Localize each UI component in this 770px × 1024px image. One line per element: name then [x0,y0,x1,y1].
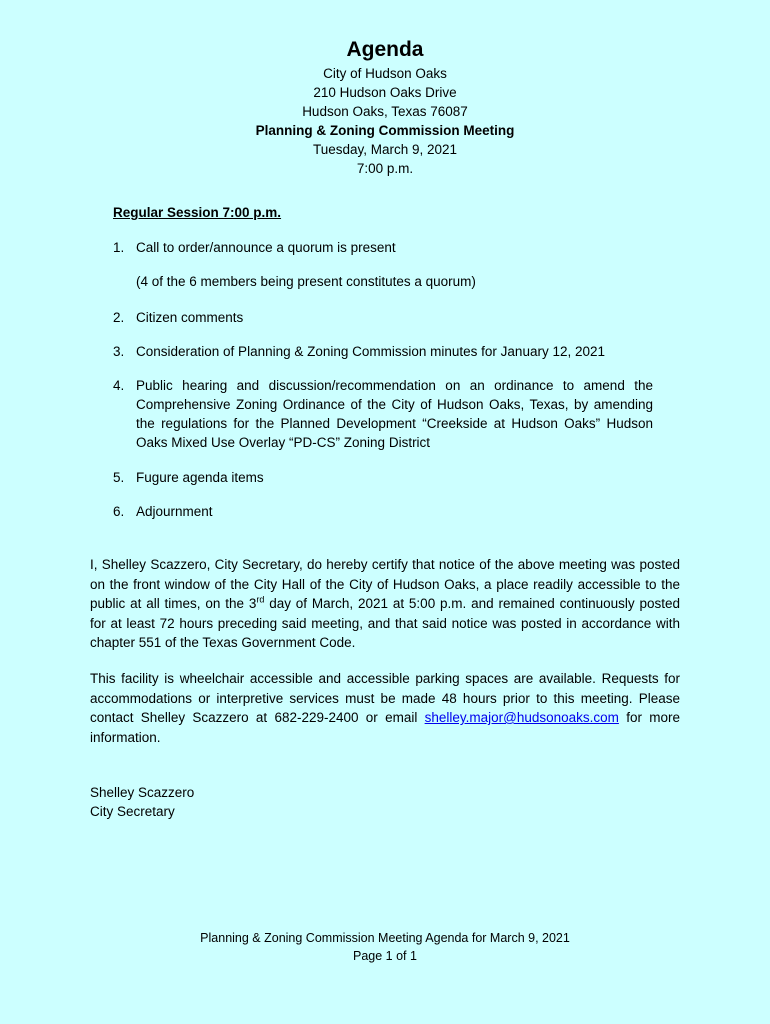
accessibility-paragraph [90,669,680,747]
certification-paragraph [90,555,680,653]
meeting-name: Planning & Zoning Commission Meeting [255,123,515,138]
item-number: 6. [113,504,125,519]
ordinal-suffix: rd [256,594,265,605]
accessibility-text-1: This facility is wheelchair accessible and accessible parking spaces are available. Requests for accommodations or interpretive services must be made 48 hours prior to this meeting. Please contact Shelley Scazzero at 682-229-2400 or email [90,671,680,725]
agenda-item [113,342,673,361]
city-name: City of Hudson Oaks [323,66,447,81]
item-text: Call to order/announce a quorum is present [136,240,396,255]
certification-text-1: I, Shelley Scazzero, City Secretary, do hereby certify that notice of the above meeting was posted on the front window of the City Hall of the City of Hudson Oaks, a place readily accessible to the public at all times, on the 3 [90,557,680,611]
item-number: 5. [113,470,125,485]
item-text: Adjournment [136,504,213,519]
item-number: 1. [113,240,125,255]
signature-block [90,783,194,821]
meeting-date: Tuesday, March 9, 2021 [312,142,458,157]
address-line-1: 210 Hudson Oaks Drive [313,85,457,100]
agenda-item [113,238,653,257]
signatory-role: City Secretary [90,804,175,819]
accessibility-text-2: for more information. [90,710,680,745]
page-title: Agenda [346,38,424,61]
session-heading: Regular Session 7:00 p.m. [113,205,282,220]
item-number: 4. [113,378,125,393]
page-number: Page 1 of 1 [353,949,417,963]
footer-title: Planning & Zoning Commission Meeting Agenda for March 9, 2021 [200,931,570,945]
signatory-name: Shelley Scazzero [90,785,195,800]
item-text: Public hearing and discussion/recommendation on an ordinance to amend the Comprehensive Zoning Ordinance of the City of Hudson Oaks, Texas, by amending the regulations for the Planned Development “Creekside at Hudson Oaks” Hudson Oaks Mixed Use Overlay “PD-CS” Zoning District [136,378,653,450]
agenda-item [113,376,653,452]
quorum-note: (4 of the 6 members being present constitutes a quorum) [136,274,476,289]
item-number: 3. [113,344,125,359]
page-footer [0,929,770,965]
item-text: Citizen comments [136,310,244,325]
certification-text-2: day of March, 2021 at 5:00 p.m. and remained continuously posted for at least 72 hours preceding said meeting, and that said notice was posted in accordance with chapter 551 of the Texas Government Code. [90,596,681,650]
agenda-item [113,468,653,487]
meeting-time: 7:00 p.m. [356,161,414,176]
agenda-item [113,502,653,521]
agenda-header [0,36,770,178]
email-link[interactable]: shelley.major@hudsonoaks.com [424,710,619,725]
address-line-2: Hudson Oaks, Texas 76087 [302,104,468,119]
agenda-item [113,308,653,327]
item-text: Fugure agenda items [136,470,264,485]
item-number: 2. [113,310,125,325]
item-text: Consideration of Planning & Zoning Commission minutes for January 12, 2021 [136,344,606,359]
